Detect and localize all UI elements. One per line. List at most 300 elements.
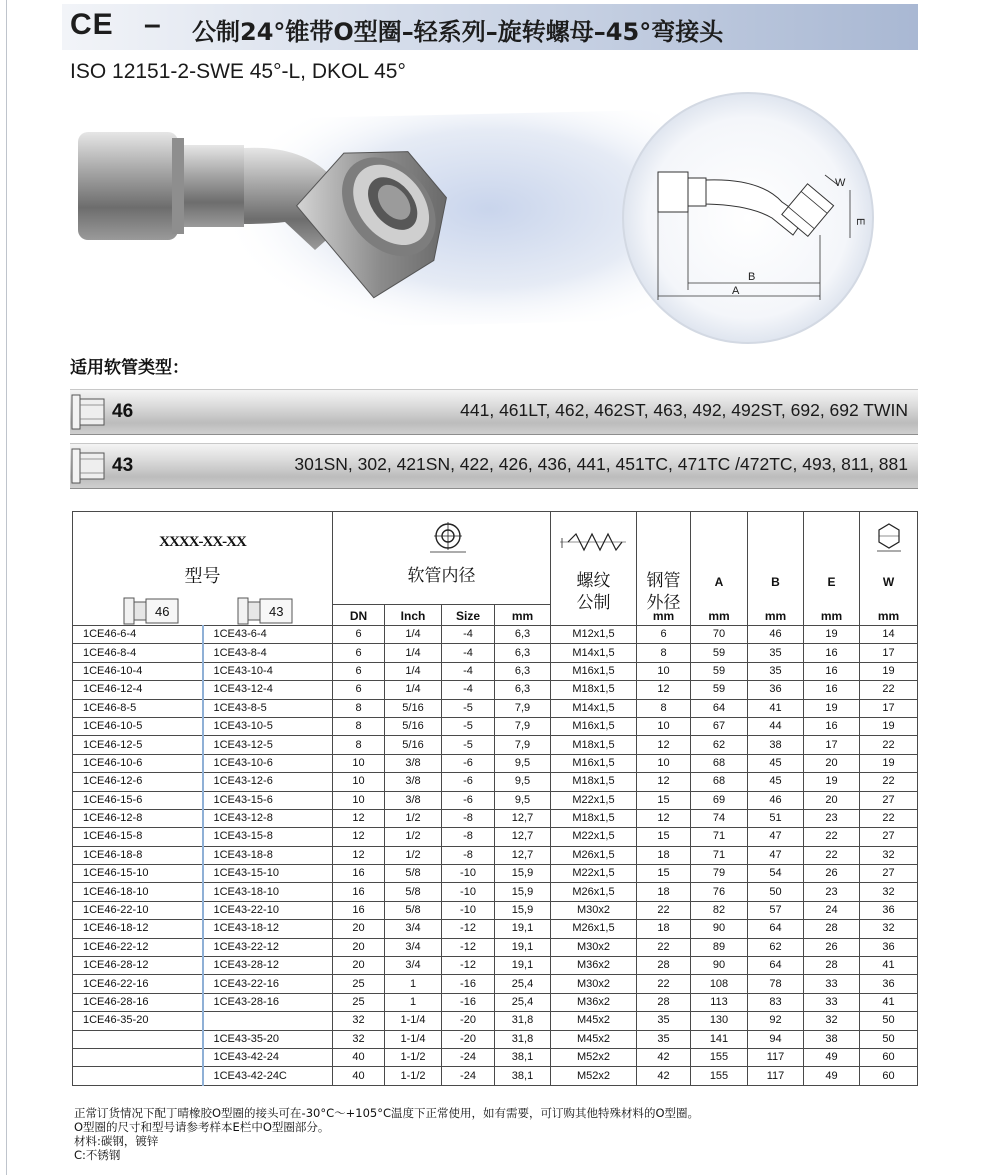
table-row	[73, 993, 918, 1011]
cell-thread: M16x1,5	[551, 754, 637, 772]
cell-dim-e: 19	[804, 773, 860, 791]
cell-dim-a: 62	[691, 736, 748, 754]
cell-inch: 5/8	[385, 901, 442, 919]
cell-part-46: 1CE46-10-4	[73, 662, 203, 680]
cell-size: -8	[442, 828, 495, 846]
title-dash: –	[144, 8, 161, 41]
cell-mm: 6,3	[495, 626, 551, 644]
cell-dim-b: 54	[748, 865, 804, 883]
cell-part-46: 1CE46-12-8	[73, 809, 203, 827]
cell-inch: 1/2	[385, 846, 442, 864]
table-row	[73, 681, 918, 699]
note-line: 材料:碳钢，镀锌	[74, 1134, 159, 1148]
cell-dim-b: 78	[748, 975, 804, 993]
cell-part-46	[73, 1048, 203, 1066]
cell-tube-od: 42	[637, 1067, 691, 1085]
cell-dim-b: 117	[748, 1048, 804, 1066]
cell-part-46: 1CE46-10-6	[73, 754, 203, 772]
cell-size: -16	[442, 975, 495, 993]
cell-dim-b: 47	[748, 846, 804, 864]
cell-dim-w: 32	[860, 883, 918, 901]
cell-dim-e: 26	[804, 865, 860, 883]
cell-dn: 20	[333, 957, 385, 975]
cell-tube-od: 35	[637, 1030, 691, 1048]
cell-size: -5	[442, 699, 495, 717]
cell-tube-od: 22	[637, 901, 691, 919]
sub-e-mm: mm	[804, 605, 860, 626]
table-row	[73, 717, 918, 735]
cell-dn: 6	[333, 681, 385, 699]
cell-dim-e: 20	[804, 754, 860, 772]
cell-dim-a: 90	[691, 920, 748, 938]
standard-subtitle: ISO 12151-2-SWE 45°-L, DKOL 45°	[70, 60, 406, 83]
cell-part-46: 1CE46-18-8	[73, 846, 203, 864]
col-e-label: E	[827, 575, 836, 589]
table-row	[73, 754, 918, 772]
cell-dim-e: 33	[804, 993, 860, 1011]
cell-dim-w: 50	[860, 1012, 918, 1030]
cell-mm: 15,9	[495, 901, 551, 919]
sub-w-mm: mm	[860, 605, 918, 626]
cell-dim-a: 70	[691, 626, 748, 644]
cell-dn: 8	[333, 699, 385, 717]
fitting-46-icon	[123, 596, 179, 626]
cell-thread: M36x2	[551, 957, 637, 975]
cell-dim-b: 46	[748, 626, 804, 644]
cell-part-46: 1CE46-18-12	[73, 920, 203, 938]
cell-size: -24	[442, 1067, 495, 1085]
cell-dim-w: 19	[860, 754, 918, 772]
cell-dim-b: 62	[748, 938, 804, 956]
cell-dim-a: 130	[691, 1012, 748, 1030]
cell-thread: M22x1,5	[551, 828, 637, 846]
cell-dn: 32	[333, 1012, 385, 1030]
hose-bar-46	[70, 389, 918, 435]
sub-tube-mm: mm	[637, 605, 691, 626]
cell-dim-e: 23	[804, 883, 860, 901]
cell-dn: 6	[333, 626, 385, 644]
cell-dim-w: 60	[860, 1048, 918, 1066]
cell-dim-e: 49	[804, 1048, 860, 1066]
cell-dim-w: 32	[860, 920, 918, 938]
cell-part-43: 1CE43-35-20	[203, 1030, 333, 1048]
cell-dim-a: 79	[691, 865, 748, 883]
cell-inch: 1/4	[385, 644, 442, 662]
cell-dim-a: 141	[691, 1030, 748, 1048]
cell-dn: 12	[333, 846, 385, 864]
cell-mm: 12,7	[495, 846, 551, 864]
table-row	[73, 938, 918, 956]
table-row	[73, 1067, 918, 1085]
cell-mm: 31,8	[495, 1012, 551, 1030]
cell-part-46: 1CE46-15-8	[73, 828, 203, 846]
hose-list: 441, 461LT, 462, 462ST, 463, 492, 492ST, 692, 692 TWIN	[460, 400, 908, 420]
cell-dim-b: 35	[748, 644, 804, 662]
cell-size: -16	[442, 993, 495, 1011]
cell-part-46: 1CE46-18-10	[73, 883, 203, 901]
cell-size: -6	[442, 791, 495, 809]
cell-part-43: 1CE43-12-6	[203, 773, 333, 791]
cell-dim-w: 27	[860, 865, 918, 883]
cell-size: -8	[442, 846, 495, 864]
hose-fitting-icon	[70, 391, 112, 433]
cell-dn: 6	[333, 662, 385, 680]
cell-tube-od: 18	[637, 846, 691, 864]
cell-part-46	[73, 1067, 203, 1085]
cell-dim-w: 22	[860, 773, 918, 791]
cell-tube-od: 18	[637, 883, 691, 901]
cell-mm: 15,9	[495, 865, 551, 883]
cell-size: -4	[442, 681, 495, 699]
cell-mm: 12,7	[495, 828, 551, 846]
cell-part-43: 1CE43-18-8	[203, 846, 333, 864]
cell-thread: M18x1,5	[551, 773, 637, 791]
cell-thread: M26x1,5	[551, 920, 637, 938]
cell-dim-b: 36	[748, 681, 804, 699]
cell-dim-e: 23	[804, 809, 860, 827]
cell-thread: M45x2	[551, 1012, 637, 1030]
cell-mm: 9,5	[495, 773, 551, 791]
cell-part-43: 1CE43-8-5	[203, 699, 333, 717]
cell-tube-od: 15	[637, 828, 691, 846]
spec-table	[72, 511, 918, 1086]
table-row	[73, 883, 918, 901]
cell-dim-w: 41	[860, 957, 918, 975]
cell-dim-w: 19	[860, 717, 918, 735]
tube-od-header	[637, 512, 691, 613]
cell-dim-a: 90	[691, 957, 748, 975]
cell-part-46: 1CE46-35-20	[73, 1012, 203, 1030]
cell-dim-a: 113	[691, 993, 748, 1011]
cell-dim-a: 108	[691, 975, 748, 993]
hose-list: 301SN, 302, 421SN, 422, 426, 436, 441, 451TC, 471TC /472TC, 493, 811, 881	[294, 454, 908, 474]
label-e: E	[854, 218, 866, 226]
hose-bar-43	[70, 443, 918, 489]
cell-dim-w: 22	[860, 736, 918, 754]
cell-dn: 10	[333, 791, 385, 809]
col-a-label: A	[714, 575, 724, 589]
cell-size: -4	[442, 662, 495, 680]
cell-thread: M30x2	[551, 938, 637, 956]
model-label: 型号	[184, 566, 221, 587]
sub-inch: Inch	[385, 605, 442, 626]
cell-dim-a: 74	[691, 809, 748, 827]
cell-dn: 12	[333, 809, 385, 827]
cell-mm: 31,8	[495, 1030, 551, 1048]
cell-dn: 10	[333, 773, 385, 791]
cell-part-43: 1CE43-12-5	[203, 736, 333, 754]
cell-part-43: 1CE43-15-10	[203, 865, 333, 883]
cell-part-43: 1CE43-15-6	[203, 791, 333, 809]
table-row	[73, 1030, 918, 1048]
hose-code: 43	[112, 455, 134, 476]
cell-part-43: 1CE43-22-12	[203, 938, 333, 956]
page-title: 公制24°锥带O型圈–轻系列–旋转螺母–45°弯接头	[192, 18, 724, 46]
cell-part-46: 1CE46-15-10	[73, 865, 203, 883]
cell-mm: 9,5	[495, 791, 551, 809]
cell-dn: 32	[333, 1030, 385, 1048]
cell-inch: 3/8	[385, 791, 442, 809]
cell-tube-od: 18	[637, 920, 691, 938]
hose-code: 46	[112, 401, 134, 422]
cell-dim-w: 36	[860, 975, 918, 993]
cell-dim-b: 83	[748, 993, 804, 1011]
sub-b-mm: mm	[748, 605, 804, 626]
product-code: CE	[70, 8, 114, 41]
cell-mm: 38,1	[495, 1048, 551, 1066]
cell-size: -20	[442, 1012, 495, 1030]
thread-icon	[558, 530, 628, 554]
cell-part-43: 1CE43-18-12	[203, 920, 333, 938]
cell-part-43: 1CE43-42-24C	[203, 1067, 333, 1085]
cell-thread: M26x1,5	[551, 846, 637, 864]
table-row	[73, 957, 918, 975]
cell-tube-od: 42	[637, 1048, 691, 1066]
cell-thread: M22x1,5	[551, 791, 637, 809]
cell-mm: 19,1	[495, 957, 551, 975]
cell-thread: M18x1,5	[551, 809, 637, 827]
thread-header	[551, 512, 637, 626]
table-row	[73, 809, 918, 827]
spec-table-body	[73, 626, 918, 1086]
cell-dim-e: 22	[804, 828, 860, 846]
cell-dim-a: 69	[691, 791, 748, 809]
cell-size: -6	[442, 773, 495, 791]
fitting-illustration	[60, 90, 920, 360]
cell-part-43: 1CE43-10-6	[203, 754, 333, 772]
cell-tube-od: 12	[637, 681, 691, 699]
cell-dim-b: 117	[748, 1067, 804, 1085]
cell-dim-b: 64	[748, 957, 804, 975]
cell-part-46: 1CE46-15-6	[73, 791, 203, 809]
hose-fitting-icon	[70, 445, 112, 487]
cell-dim-e: 22	[804, 846, 860, 864]
table-row	[73, 773, 918, 791]
thread-label-1: 螺纹	[576, 571, 611, 591]
cell-dim-w: 17	[860, 699, 918, 717]
cell-tube-od: 12	[637, 809, 691, 827]
cell-part-46: 1CE46-22-12	[73, 938, 203, 956]
col-b-label: B	[771, 575, 780, 589]
cell-dim-e: 19	[804, 626, 860, 644]
cell-mm: 19,1	[495, 920, 551, 938]
cell-inch: 1-1/4	[385, 1012, 442, 1030]
cell-size: -5	[442, 717, 495, 735]
cell-part-46: 1CE46-12-4	[73, 681, 203, 699]
cell-dim-e: 38	[804, 1030, 860, 1048]
cell-part-43: 1CE43-12-4	[203, 681, 333, 699]
cell-mm: 38,1	[495, 1067, 551, 1085]
cell-dim-e: 26	[804, 938, 860, 956]
cell-dim-b: 94	[748, 1030, 804, 1048]
table-row	[73, 644, 918, 662]
table-row	[73, 828, 918, 846]
cell-dim-w: 27	[860, 828, 918, 846]
table-row	[73, 662, 918, 680]
cell-thread: M18x1,5	[551, 681, 637, 699]
cell-dim-b: 45	[748, 754, 804, 772]
note-line: C:不锈钢	[74, 1148, 121, 1162]
cell-part-46: 1CE46-28-12	[73, 957, 203, 975]
cell-dim-w: 22	[860, 681, 918, 699]
cell-part-43: 1CE43-12-8	[203, 809, 333, 827]
cell-size: -12	[442, 920, 495, 938]
cell-dim-w: 36	[860, 901, 918, 919]
page-margin-line	[6, 0, 7, 1175]
cell-dim-a: 155	[691, 1048, 748, 1066]
cell-thread: M12x1,5	[551, 626, 637, 644]
table-row	[73, 975, 918, 993]
hose-id-header	[333, 512, 551, 605]
cell-dim-a: 71	[691, 828, 748, 846]
cell-dn: 20	[333, 938, 385, 956]
cell-size: -24	[442, 1048, 495, 1066]
model-43-label: 43	[269, 604, 284, 619]
cell-tube-od: 15	[637, 791, 691, 809]
cell-tube-od: 10	[637, 754, 691, 772]
tube-label-1: 钢管	[646, 571, 681, 591]
cell-dim-e: 49	[804, 1067, 860, 1085]
cell-dn: 20	[333, 920, 385, 938]
cell-dim-b: 35	[748, 662, 804, 680]
cell-tube-od: 10	[637, 662, 691, 680]
cell-mm: 7,9	[495, 699, 551, 717]
table-row	[73, 865, 918, 883]
col-b-header	[748, 512, 804, 605]
cell-dim-b: 64	[748, 920, 804, 938]
cell-dim-e: 16	[804, 681, 860, 699]
cell-dim-a: 71	[691, 846, 748, 864]
cell-dim-e: 28	[804, 957, 860, 975]
cell-dim-b: 57	[748, 901, 804, 919]
cell-dim-e: 24	[804, 901, 860, 919]
model-46-label: 46	[155, 604, 170, 619]
cell-inch: 5/16	[385, 699, 442, 717]
table-row	[73, 736, 918, 754]
cell-inch: 1-1/2	[385, 1067, 442, 1085]
cell-tube-od: 12	[637, 773, 691, 791]
table-row	[73, 846, 918, 864]
cell-thread: M16x1,5	[551, 717, 637, 735]
cell-part-46: 1CE46-6-4	[73, 626, 203, 644]
cell-thread: M26x1,5	[551, 883, 637, 901]
cell-dim-e: 16	[804, 717, 860, 735]
cell-size: -12	[442, 957, 495, 975]
cell-dim-w: 27	[860, 791, 918, 809]
cell-dim-b: 38	[748, 736, 804, 754]
cell-mm: 25,4	[495, 975, 551, 993]
cell-thread: M14x1,5	[551, 699, 637, 717]
model-header	[73, 512, 333, 626]
cell-dn: 16	[333, 883, 385, 901]
sub-a-mm: mm	[691, 605, 748, 626]
cell-size: -8	[442, 809, 495, 827]
note-line: 正常订货情况下配丁晴橡胶O型圈的接头可在-30°C～+105°C温度下正常使用，如有需要，可订购其他特殊材料的O型圈。	[74, 1106, 700, 1120]
cell-part-43: 1CE43-15-8	[203, 828, 333, 846]
cell-dim-b: 51	[748, 809, 804, 827]
cell-inch: 1/4	[385, 662, 442, 680]
cell-tube-od: 10	[637, 717, 691, 735]
cell-thread: M22x1,5	[551, 865, 637, 883]
cell-part-46	[73, 1030, 203, 1048]
cell-dn: 10	[333, 754, 385, 772]
cell-dim-w: 22	[860, 809, 918, 827]
cell-dim-a: 59	[691, 681, 748, 699]
cell-tube-od: 8	[637, 699, 691, 717]
cell-dn: 40	[333, 1048, 385, 1066]
col-w-label: W	[882, 575, 895, 589]
fitting-43-icon	[237, 596, 293, 626]
hex-nut-icon	[875, 522, 903, 552]
cell-dim-w: 41	[860, 993, 918, 1011]
cell-size: -5	[442, 736, 495, 754]
cell-tube-od: 12	[637, 736, 691, 754]
table-row	[73, 920, 918, 938]
cell-dn: 25	[333, 993, 385, 1011]
note-line: O型圈的尺寸和型号请参考样本E栏中O型圈部分。	[74, 1120, 330, 1134]
sub-size: Size	[442, 605, 495, 626]
table-row	[73, 791, 918, 809]
sub-dn: DN	[333, 605, 385, 626]
cell-part-46: 1CE46-8-5	[73, 699, 203, 717]
thread-label-2: 公制	[576, 593, 611, 613]
cell-dim-e: 19	[804, 699, 860, 717]
col-a-header	[691, 512, 748, 605]
cell-size: -10	[442, 883, 495, 901]
cell-dim-a: 67	[691, 717, 748, 735]
cell-dim-a: 76	[691, 883, 748, 901]
cell-tube-od: 28	[637, 993, 691, 1011]
cell-mm: 7,9	[495, 717, 551, 735]
cell-dim-a: 89	[691, 938, 748, 956]
cell-tube-od: 22	[637, 938, 691, 956]
cell-inch: 5/16	[385, 717, 442, 735]
cell-dim-e: 16	[804, 662, 860, 680]
cell-dim-a: 59	[691, 662, 748, 680]
cell-mm: 19,1	[495, 938, 551, 956]
cell-inch: 1-1/4	[385, 1030, 442, 1048]
cell-dim-a: 155	[691, 1067, 748, 1085]
cell-mm: 15,9	[495, 883, 551, 901]
hose-id-label: 软管内径	[407, 566, 476, 586]
cell-tube-od: 35	[637, 1012, 691, 1030]
cell-part-46: 1CE46-12-6	[73, 773, 203, 791]
cell-dim-w: 36	[860, 938, 918, 956]
cell-size: -20	[442, 1030, 495, 1048]
cell-dim-b: 46	[748, 791, 804, 809]
dimension-diagram	[623, 93, 873, 343]
cell-thread: M30x2	[551, 901, 637, 919]
table-row	[73, 1012, 918, 1030]
cell-dn: 6	[333, 644, 385, 662]
table-row	[73, 626, 918, 644]
cell-dim-e: 16	[804, 644, 860, 662]
cell-inch: 1/4	[385, 626, 442, 644]
cell-inch: 1/4	[385, 681, 442, 699]
hose-bore-icon	[428, 520, 468, 556]
table-row	[73, 699, 918, 717]
label-b: B	[748, 271, 756, 283]
cell-inch: 1	[385, 975, 442, 993]
label-a: A	[732, 285, 740, 297]
cell-mm: 9,5	[495, 754, 551, 772]
cell-dim-a: 59	[691, 644, 748, 662]
cell-tube-od: 28	[637, 957, 691, 975]
cell-inch: 1-1/2	[385, 1048, 442, 1066]
cell-part-43: 1CE43-42-24	[203, 1048, 333, 1066]
cell-part-43: 1CE43-18-10	[203, 883, 333, 901]
cell-dim-w: 60	[860, 1067, 918, 1085]
